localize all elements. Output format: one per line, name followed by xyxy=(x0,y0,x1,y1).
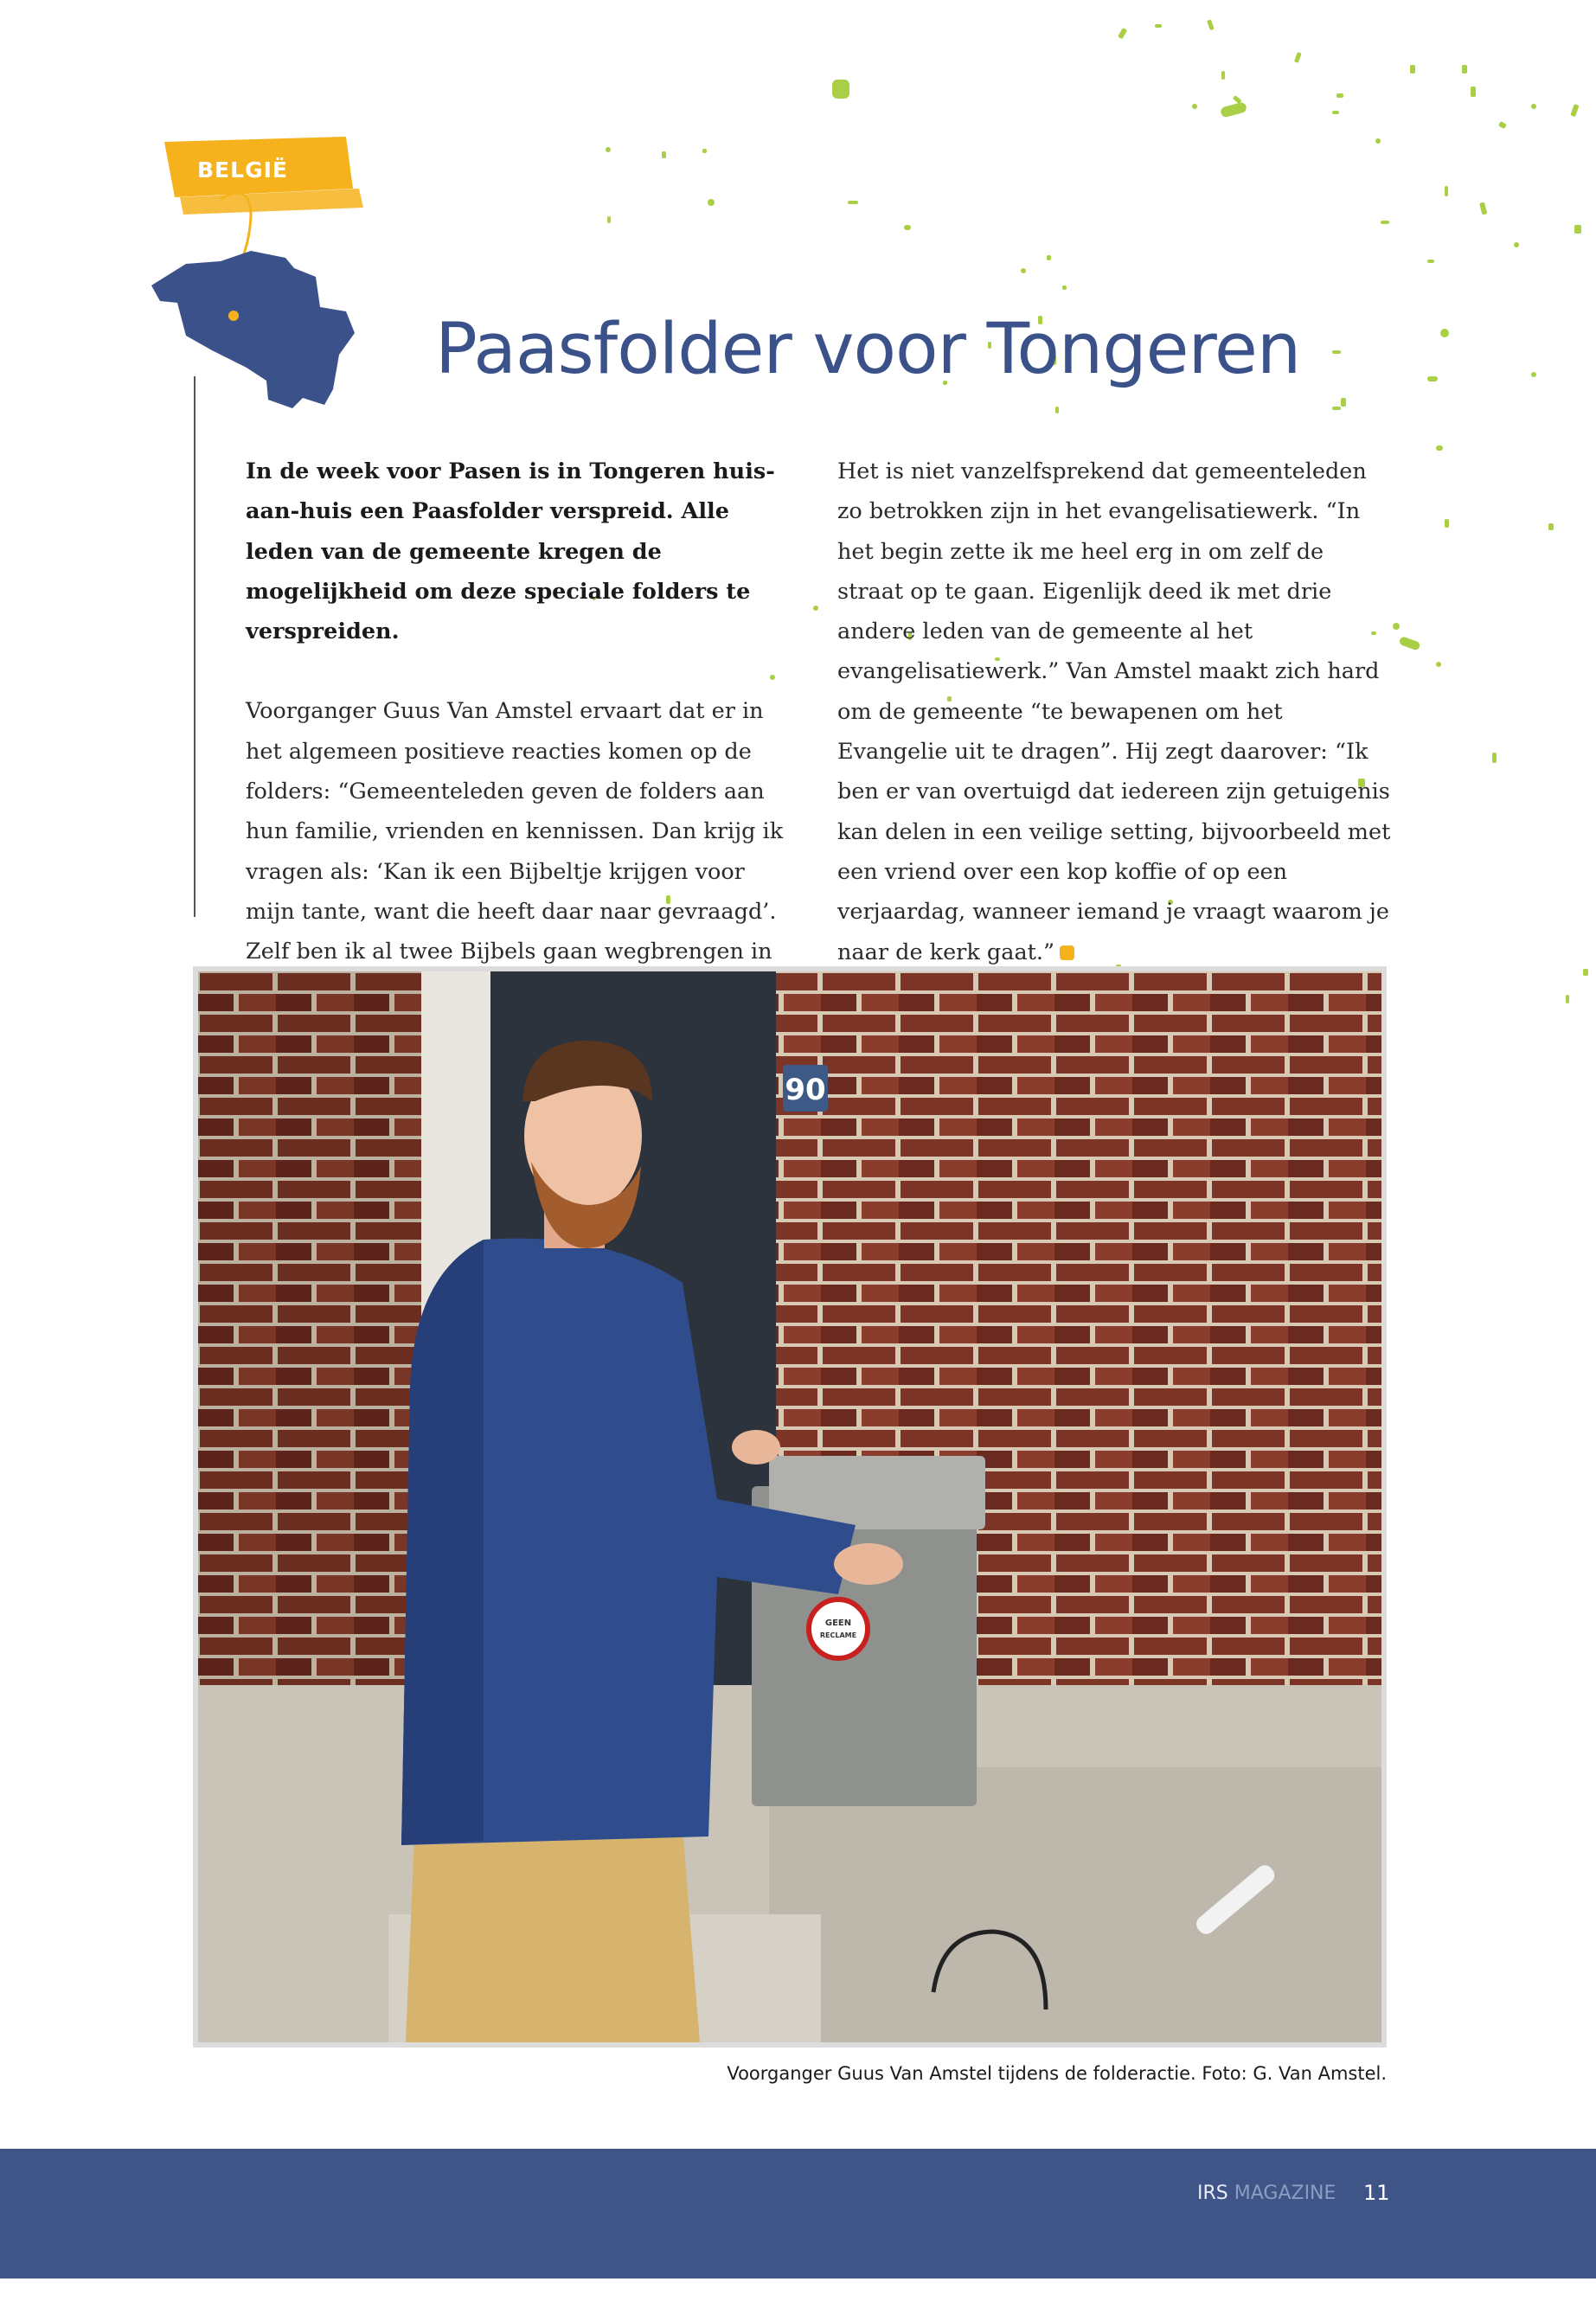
mailbox-sticker-line-2: RECLAME xyxy=(819,1631,857,1639)
column-divider-line xyxy=(194,376,195,917)
page-number: 11 xyxy=(1363,2181,1390,2205)
clover-confetti-icon xyxy=(832,80,849,99)
article-title: Paasfolder voor Tongeren xyxy=(435,309,1301,390)
article-paragraph-2 xyxy=(837,452,1391,972)
footer-brand xyxy=(1197,2182,1336,2204)
photo-caption: Voorganger Guus Van Amstel tijdens de folderactie. Foto: G. Van Amstel. xyxy=(727,2063,1387,2084)
belgium-map-icon xyxy=(147,182,407,424)
article-paragraph-2-text: Het is niet vanzelfsprekend dat gemeenteleden zo betrokken zijn in het evangelisatiewerk. “In het begin zette ik me heel erg in om zelf de straat op te gaan. Eigenlijk deed ik met drie andere leden van de gemeente al het evangelisatiewerk.” Van Amstel maakt zich hard om de gemeente “te bewapenen om het Evangelie uit te dragen”. Hij zegt daarover: “Ik ben er van overtuigd dat iedereen zijn getuigenis kan delen in een veilige setting, bijvoorbeeld met een vriend over een kop koffie of op een verjaardag, wanneer iemand je vraagt waarom je naar de kerk gaat.” xyxy=(837,458,1391,965)
article-intro: In de week voor Pasen is in Tongeren huis-aan-huis een Paasfolder verspreid. Alle leden van de gemeente kregen de mogelijkheid om deze speciale folders te verspreiden. xyxy=(246,458,775,645)
house-number: 90 xyxy=(785,1073,826,1107)
end-of-article-icon xyxy=(1060,945,1074,960)
footer-brand-bold: IRS xyxy=(1197,2182,1228,2204)
photo-man-at-mailbox xyxy=(198,971,1381,2042)
section-label: BELGIË xyxy=(197,157,288,183)
article-column-left xyxy=(246,452,799,1012)
article-photo xyxy=(193,966,1387,2048)
footer-brand-light: MAGAZINE xyxy=(1234,2182,1336,2204)
mailbox-sticker-line-1: GEEN xyxy=(824,1618,852,1628)
article-paragraph-1: Voorganger Guus Van Amstel ervaart dat er in het algemeen positieve reacties komen op de folders: “Gemeenteleden geven de folders aan hun familie, vrienden en kennissen. Dan krijg ik vragen als: ‘Kan ik een Bijbeltje krijgen voor mijn tante, want die heeft daar naar gevraagd’. Zelf ben ik al twee Bijbels gaan wegbrengen in xyxy=(246,698,784,965)
article-column-right xyxy=(837,452,1391,972)
footer-bar xyxy=(0,2149,1596,2279)
